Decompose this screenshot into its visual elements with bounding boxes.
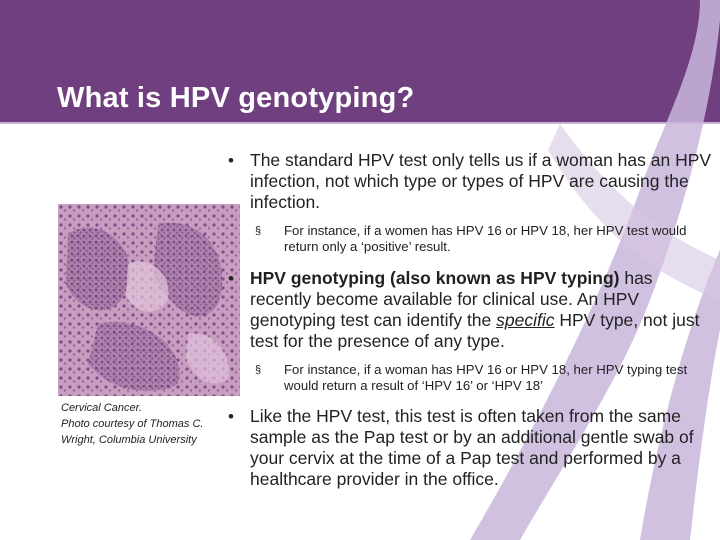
sub-bullet-item (228, 223, 712, 255)
bullet-text: Like the HPV test, this test is often taken from the same sample as the Pap test or by an additional gentle swab of your cervix at the time of a Pap test and performed by a healthcare provider in the office. (250, 406, 694, 489)
sub-bullet-text: For instance, if a woman has HPV 16 or HPV 18, her HPV typing test would return a result of ‘HPV 16’ or ‘HPV 18’ (284, 362, 688, 393)
bullet-text: has recently become available for clinical use. An HPV genotyping test can identify the (250, 268, 653, 330)
bullet-text: HPV type, not just test for the presence of any type. (250, 310, 700, 351)
bullet-item (228, 268, 712, 352)
sub-bullet-marker: § (255, 225, 262, 237)
bullet-item (228, 406, 712, 490)
cervical-cancer-micrograph (58, 204, 240, 396)
image-caption (61, 400, 236, 448)
bullet-text: The standard HPV test only tells us if a woman has an HPV infection, not which type or types of HPV are causing the infection. (250, 150, 712, 212)
bullet-marker: • (228, 269, 234, 288)
sub-bullet-marker: § (255, 364, 262, 376)
bullet-text-emphasis: specific (496, 310, 555, 330)
bullet-marker: • (228, 151, 234, 170)
sub-bullet-item (228, 362, 712, 394)
bullet-marker: • (228, 407, 234, 426)
sub-bullet-text: For instance, if a women has HPV 16 or HPV 18, her HPV test would return only a ‘positive’ result. (284, 223, 687, 254)
bullet-text-bold: HPV genotyping (also known as HPV typing) (250, 268, 620, 288)
bullet-list (228, 150, 712, 490)
bullet-item (228, 150, 712, 213)
caption-line: Cervical Cancer. (61, 402, 142, 414)
caption-line: Photo courtesy of Thomas C. Wright, Columbia University (61, 418, 204, 446)
slide-title: What is HPV genotyping? (57, 82, 415, 114)
